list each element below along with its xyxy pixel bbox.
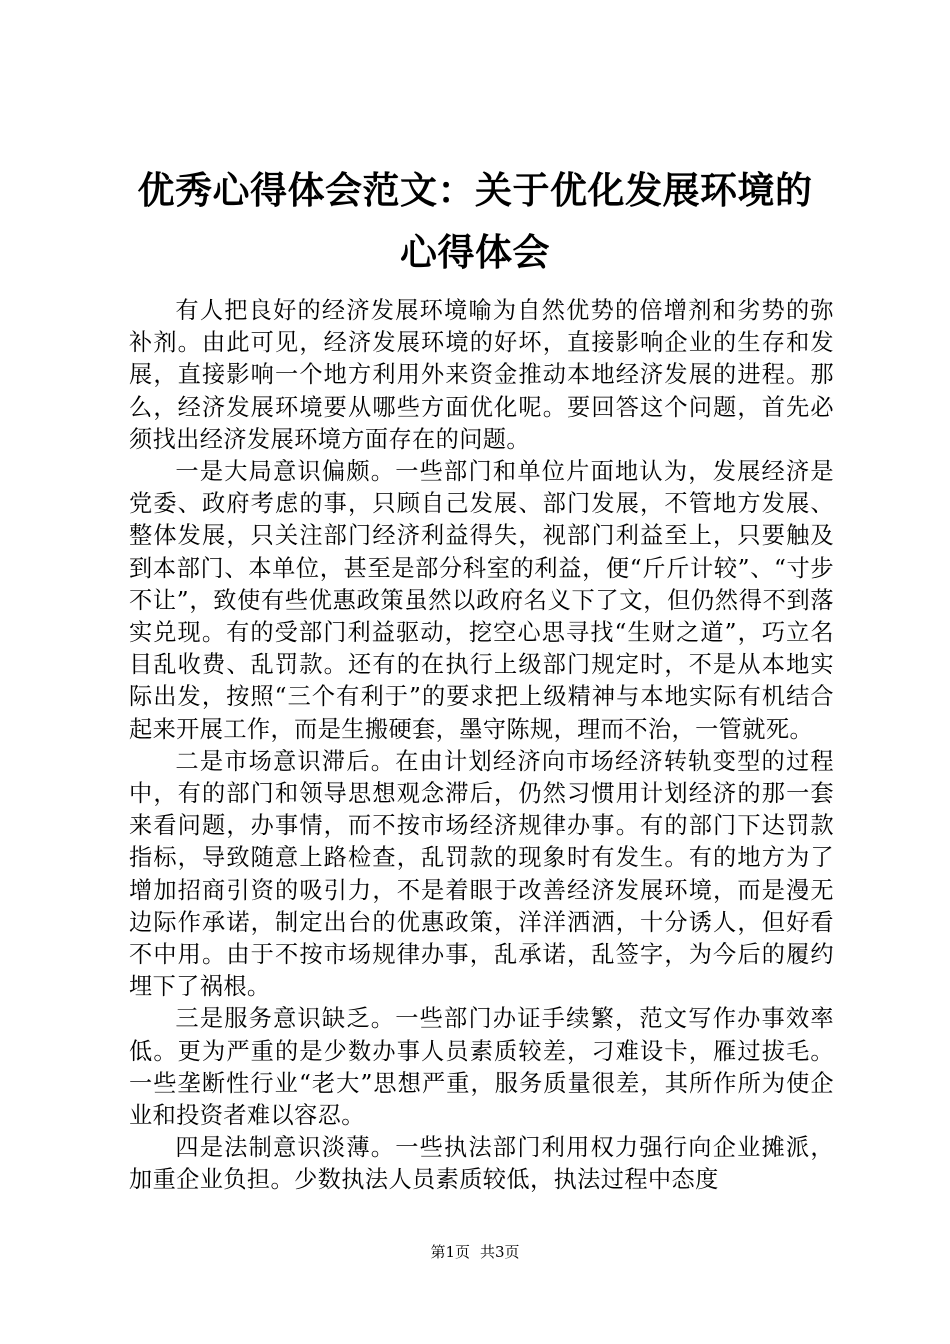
paragraph: 四是法制意识淡薄。一些执法部门利用权力强行向企业摊派，加重企业负担。少数执法人员素质较低，执法过程中态度	[129, 1134, 834, 1194]
paragraph: 一是大局意识偏颇。一些部门和单位片面地认为，发展经济是党委、政府考虑的事，只顾自己发展、部门发展，不管地方发展、整体发展，只关注部门经济利益得失，视部门利益至上，只要触及到本部门、本单位，甚至是部分科室的利益，便“斤斤计较”、“寸步不让”，致使有些优惠政策虽然以政府名义下了文，但仍然得不到落实兑现。有的受部门利益驱动，挖空心思寻找“生财之道”，巧立名目乱收费、乱罚款。还有的在执行上级部门规定时，不是从本地实际出发，按照“三个有利于”的要求把上级精神与本地实际有机结合起来开展工作，而是生搬硬套，墨守陈规，理而不治，一管就死。	[129, 458, 834, 743]
paragraph: 三是服务意识缺乏。一些部门办证手续繁，范文写作办事效率低。更为严重的是少数办事人员素质较差，刁难设卡，雁过拔毛。一些垄断性行业“老大”思想严重，服务质量很差，其所作所为使企业和投资者难以容忍。	[129, 1005, 834, 1130]
paragraph: 有人把良好的经济发展环境喻为自然优势的倍增剂和劣势的弥补剂。由此可见，经济发展环境的好坏，直接影响企业的生存和发展，直接影响一个地方利用外来资金推动本地经济发展的进程。那么，经济发展环境要从哪些方面优化呢。要回答这个问题，首先必须找出经济发展环境方面存在的问题。	[129, 297, 834, 453]
page-total: 共3页	[480, 1243, 520, 1261]
document-body	[129, 295, 834, 1197]
paragraph: 二是市场意识滞后。在由计划经济向市场经济转轨变型的过程中，有的部门和领导思想观念滞后，仍然习惯用计划经济的那一套来看问题，办事情，而不按市场经济规律办事。有的部门下达罚款指标，导致随意上路检查，乱罚款的现象时有发生。有的地方为了增加招商引资的吸引力，不是着眼于改善经济发展环境，而是漫无边际作承诺，制定出台的优惠政策，洋洋洒洒，十分诱人，但好看不中用。由于不按市场规律办事，乱承诺，乱签字，为今后的履约埋下了祸根。	[129, 747, 834, 1001]
document-title: 优秀心得体会范文：关于优化发展环境的心得体会	[137, 169, 813, 274]
page-number: 第1页	[430, 1243, 470, 1261]
page-footer	[0, 1242, 950, 1262]
